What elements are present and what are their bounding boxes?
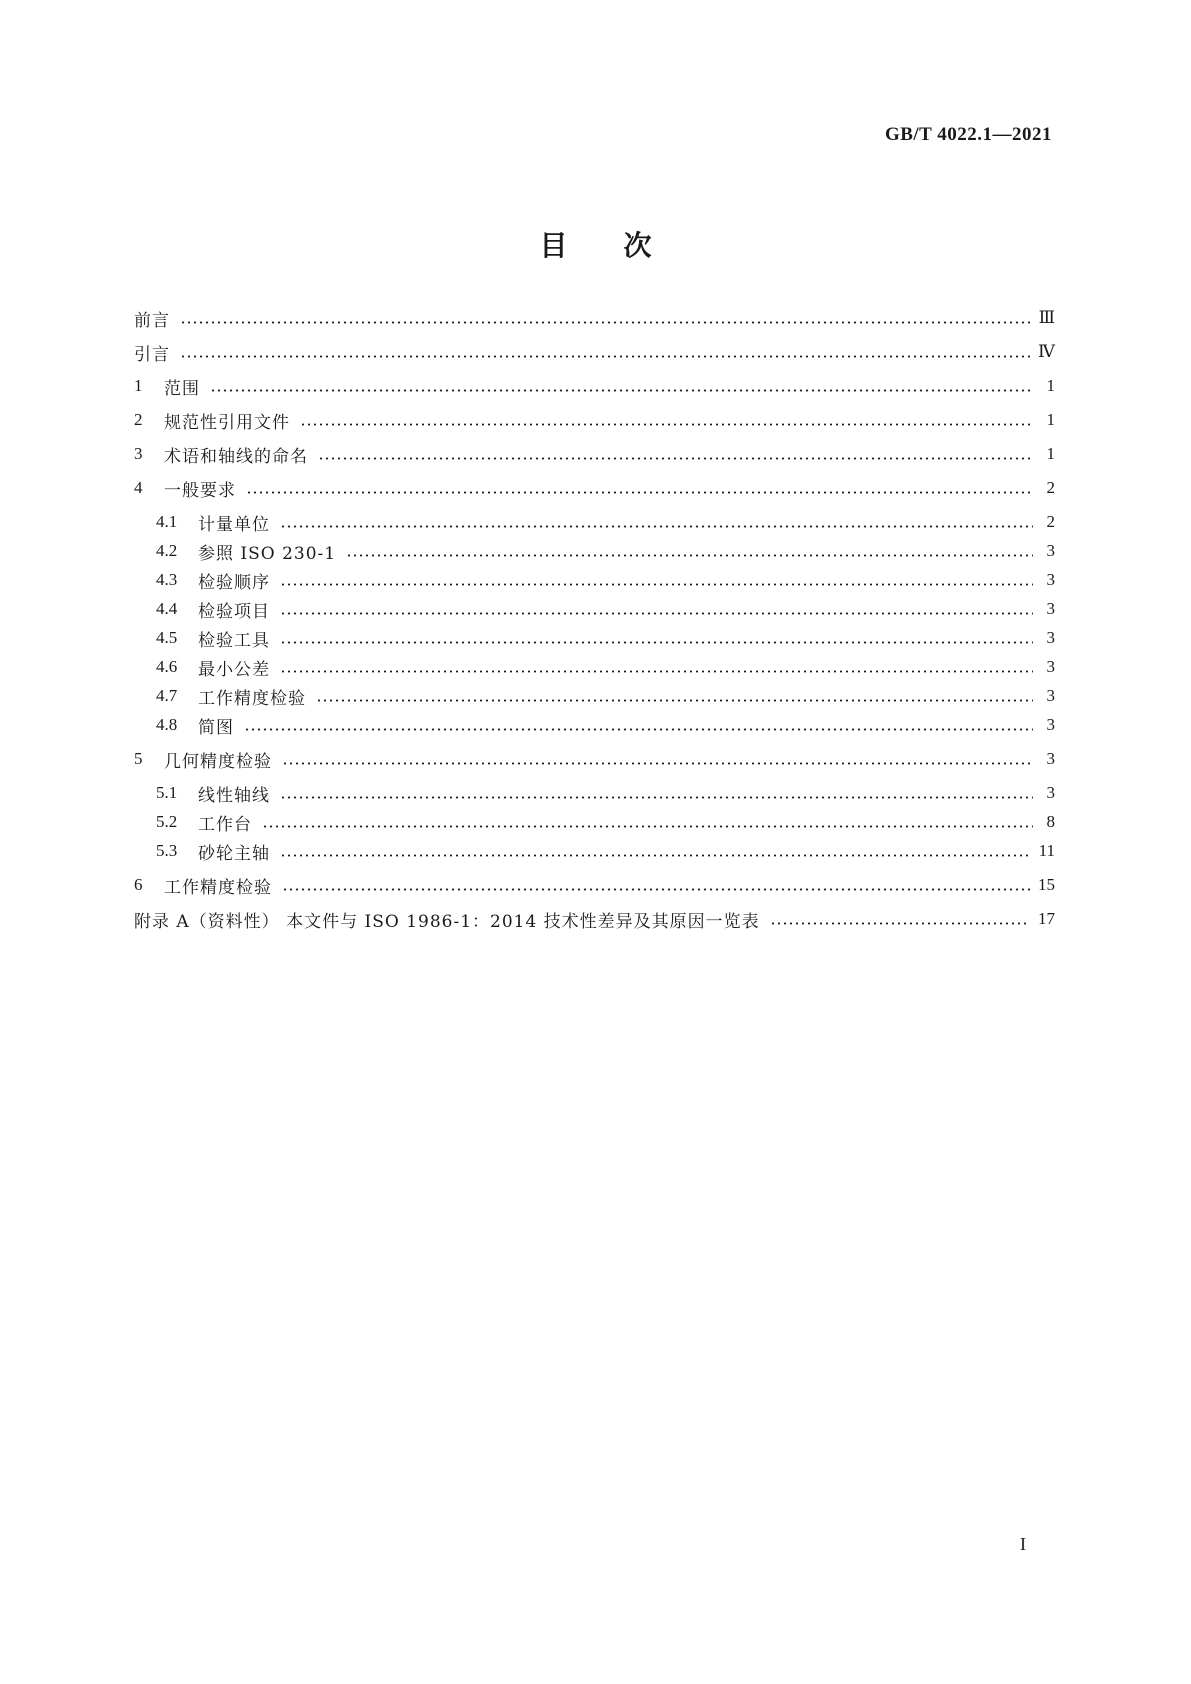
toc-entry-label: 计量单位 bbox=[198, 514, 270, 535]
toc-entry-label: 简图 bbox=[198, 717, 234, 738]
toc-entry-4-5[interactable] bbox=[156, 625, 1055, 651]
toc-entry-page: Ⅲ bbox=[1038, 308, 1055, 327]
toc-entry-page: 2 bbox=[1046, 478, 1055, 497]
toc-entry-number: 4.6 bbox=[156, 657, 178, 676]
toc-entry-page: 3 bbox=[1046, 686, 1055, 705]
toc-entry-label: 引言 bbox=[134, 344, 170, 365]
toc-entry-page: 8 bbox=[1046, 812, 1055, 831]
toc-entry-number: 5.2 bbox=[156, 812, 178, 831]
dot-leader bbox=[346, 553, 1033, 557]
toc-entry-number: 4.8 bbox=[156, 715, 178, 734]
dot-leader bbox=[300, 422, 1033, 426]
page-number: I bbox=[1020, 1534, 1026, 1554]
dot-leader bbox=[770, 921, 1030, 925]
toc-entry-4-1[interactable] bbox=[156, 509, 1055, 535]
toc-entry-page: 3 bbox=[1046, 749, 1055, 768]
toc-entry-5-1[interactable] bbox=[156, 780, 1055, 806]
toc-entry-label: 检验顺序 bbox=[198, 572, 270, 593]
toc-entry-4-8[interactable] bbox=[156, 712, 1055, 738]
toc-entry-page: 1 bbox=[1046, 410, 1055, 429]
dot-leader bbox=[318, 456, 1033, 460]
toc-entry-page: 3 bbox=[1046, 541, 1055, 560]
toc-entry-label: 范围 bbox=[164, 378, 200, 399]
toc-entry-4-7[interactable] bbox=[156, 683, 1055, 709]
toc-entry-label: 线性轴线 bbox=[198, 785, 270, 806]
toc-entry-label: 一般要求 bbox=[164, 480, 236, 501]
toc-entry-label: 砂轮主轴 bbox=[198, 843, 270, 864]
dot-leader bbox=[282, 887, 1030, 891]
toc-entry-page: 15 bbox=[1038, 875, 1055, 894]
dot-leader bbox=[280, 853, 1031, 857]
toc-entry-label: 术语和轴线的命名 bbox=[164, 446, 308, 467]
toc-entry-label: 前言 bbox=[134, 310, 170, 331]
toc-entry-3[interactable] bbox=[134, 441, 1055, 467]
toc-entry-label: 几何精度检验 bbox=[164, 751, 272, 772]
dot-leader bbox=[244, 727, 1033, 731]
toc-entry-5-3[interactable] bbox=[156, 838, 1055, 864]
toc-entry-number: 4.2 bbox=[156, 541, 178, 560]
toc-entry-4-4[interactable] bbox=[156, 596, 1055, 622]
dot-leader bbox=[280, 795, 1033, 799]
dot-leader bbox=[282, 761, 1033, 765]
toc-entry-introduction[interactable] bbox=[134, 339, 1055, 365]
dot-leader bbox=[280, 640, 1033, 644]
toc-entry-label: 工作精度检验 bbox=[164, 877, 272, 898]
toc-entry-number: 5.1 bbox=[156, 783, 178, 802]
toc-entry-4-6[interactable] bbox=[156, 654, 1055, 680]
toc-entry-number: 5.3 bbox=[156, 841, 178, 860]
toc-entry-5[interactable] bbox=[134, 746, 1055, 772]
dot-leader bbox=[262, 824, 1033, 828]
toc-entry-page: 3 bbox=[1046, 657, 1055, 676]
dot-leader bbox=[280, 669, 1033, 673]
toc-entry-number: 4.1 bbox=[156, 512, 178, 531]
toc-entry-number: 2 bbox=[134, 410, 143, 429]
toc-entry-foreword[interactable] bbox=[134, 305, 1055, 331]
toc-entry-page: 2 bbox=[1046, 512, 1055, 531]
toc-entry-label: 工作台 bbox=[198, 814, 252, 835]
dot-leader bbox=[316, 698, 1033, 702]
toc-entry-label: 检验工具 bbox=[198, 630, 270, 651]
toc-entry-page: 3 bbox=[1046, 783, 1055, 802]
dot-leader bbox=[280, 582, 1033, 586]
toc-entry-number: 4.5 bbox=[156, 628, 178, 647]
toc-entry-number: 4.7 bbox=[156, 686, 178, 705]
toc-entry-page: 17 bbox=[1038, 909, 1055, 928]
toc-entry-label: 规范性引用文件 bbox=[164, 412, 290, 433]
toc-entry-2[interactable] bbox=[134, 407, 1055, 433]
dot-leader bbox=[246, 490, 1033, 494]
toc-entry-page: 3 bbox=[1046, 570, 1055, 589]
dot-leader bbox=[180, 320, 1031, 324]
toc-entry-label: 附录 A（资料性） 本文件与 ISO 1986-1：2014 技术性差异及其原因一览表 bbox=[134, 911, 760, 932]
dot-leader bbox=[180, 354, 1030, 358]
toc-entry-annex-a[interactable] bbox=[134, 906, 1055, 932]
toc-entry-label: 检验项目 bbox=[198, 601, 270, 622]
toc-entry-number: 5 bbox=[134, 749, 143, 768]
page-title: 目次 bbox=[539, 229, 708, 262]
toc-entry-number: 1 bbox=[134, 376, 143, 395]
toc-entry-number: 4 bbox=[134, 478, 143, 497]
toc-entry-number: 3 bbox=[134, 444, 143, 463]
toc-entry-6[interactable] bbox=[134, 872, 1055, 898]
toc-entry-label: 最小公差 bbox=[198, 659, 270, 680]
toc-entry-1[interactable] bbox=[134, 373, 1055, 399]
toc-entry-page: 1 bbox=[1046, 444, 1055, 463]
dot-leader bbox=[210, 388, 1033, 392]
toc-entry-page: 3 bbox=[1046, 599, 1055, 618]
toc-entry-page: 1 bbox=[1046, 376, 1055, 395]
toc-entry-number: 6 bbox=[134, 875, 143, 894]
toc-entry-number: 4.4 bbox=[156, 599, 178, 618]
dot-leader bbox=[280, 611, 1033, 615]
toc-entry-5-2[interactable] bbox=[156, 809, 1055, 835]
toc-entry-label: 参照 ISO 230-1 bbox=[198, 543, 337, 564]
toc-entry-label: 工作精度检验 bbox=[198, 688, 306, 709]
toc-entry-page: 3 bbox=[1046, 715, 1055, 734]
toc-entry-page: 3 bbox=[1046, 628, 1055, 647]
toc-entry-4-3[interactable] bbox=[156, 567, 1055, 593]
toc-entry-page: Ⅳ bbox=[1038, 342, 1055, 361]
toc-entry-page: 11 bbox=[1038, 841, 1055, 860]
toc-entry-number: 4.3 bbox=[156, 570, 178, 589]
toc-entry-4[interactable] bbox=[134, 475, 1055, 501]
dot-leader bbox=[280, 524, 1033, 528]
standard-number: GB/T 4022.1—2021 bbox=[884, 124, 1052, 145]
toc-entry-4-2[interactable] bbox=[156, 538, 1055, 564]
